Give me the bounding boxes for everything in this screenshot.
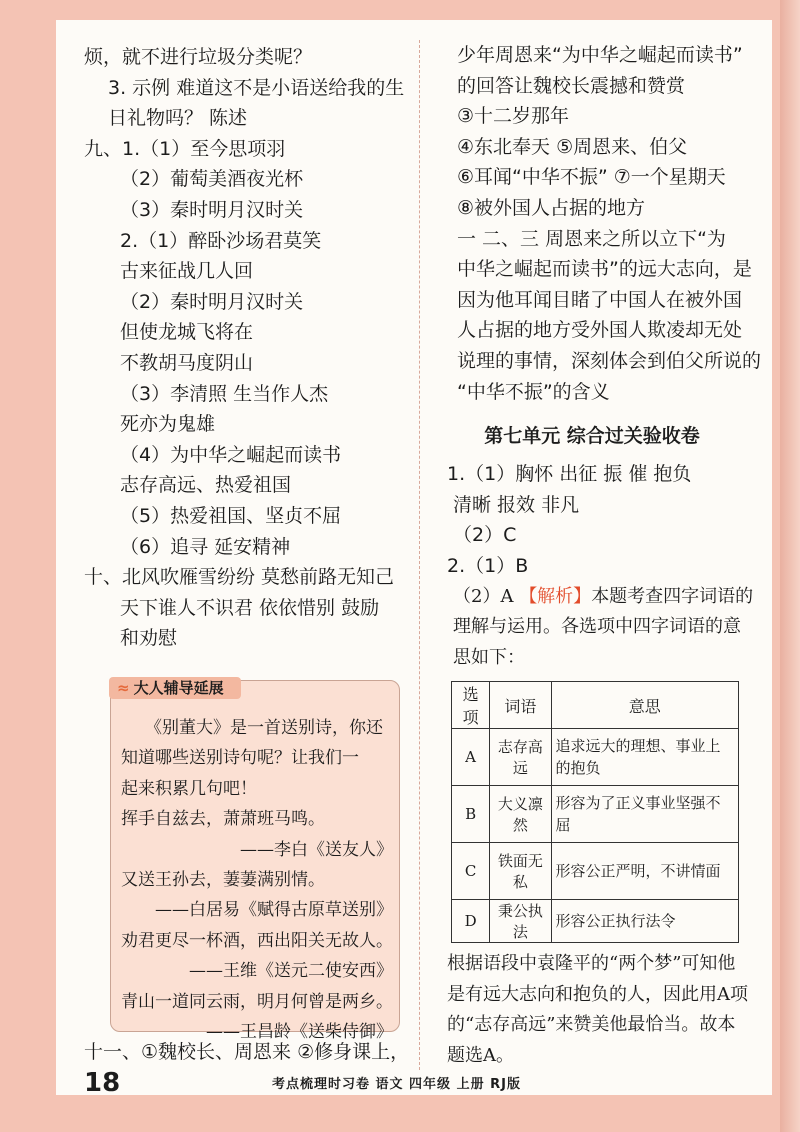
answer-line: 九、1.（1）至今思项羽	[84, 137, 286, 160]
analysis-line: 是有远大志向和抱负的人，因此用A项	[447, 983, 748, 1005]
answer-line: （6）追寻 延安精神	[120, 535, 291, 558]
analysis-line	[447, 582, 754, 613]
left-last-line-wrap	[84, 1037, 409, 1068]
answer-line: 死亦为鬼雄	[120, 413, 216, 436]
answer-line: 志存高远、热爱祖国	[120, 474, 292, 497]
answer-line: 天下谁人不识君 依依惜别 鼓励	[120, 596, 380, 619]
answer-line: 不教胡马度阴山	[120, 351, 254, 374]
poem-source: ——王维《送元二使安西》	[189, 961, 393, 982]
answer-line: “中华不振”的含义	[457, 380, 610, 403]
answer-line: ④东北奉天 ⑤周恩来、伯父	[457, 135, 688, 158]
page-edge	[780, 0, 800, 1132]
poem-source: ——王昌龄《送柴侍御》	[206, 1021, 393, 1042]
tip-line: 《别董大》是一首送别诗，你还	[145, 718, 383, 738]
waves-icon: ≈	[117, 679, 130, 697]
table-header: 选项	[452, 682, 490, 729]
answer-line: 和劝慰	[120, 627, 178, 650]
section-title: 第七单元 综合过关验收卷	[484, 425, 700, 448]
table-wrap	[451, 681, 747, 943]
table-row	[452, 786, 739, 843]
analysis-line: 思如下：	[453, 646, 525, 668]
table-header: 意思	[551, 682, 739, 729]
analysis-text: 本题考查四字词语的	[591, 585, 754, 607]
tip-line: 起来积累几句吧！	[121, 778, 257, 799]
answer-line: 一 二、三 周恩来之所以立下“为	[457, 227, 726, 250]
answer-line: ⑥耳闻“中华不振” ⑦一个星期天	[457, 166, 726, 189]
answer-line: （3）秦时明月汉时关	[120, 198, 304, 221]
table-cell: 形容公正严明，不讲情面	[551, 843, 739, 900]
answer-line: 3. 示例 难道这不是小语送给我的生	[108, 76, 405, 99]
page-number: 18	[84, 1068, 121, 1098]
answer-line: ③十二岁那年	[457, 105, 570, 128]
answer-line: 中华之崛起而读书”的远大志向，是	[457, 258, 752, 281]
table-cell: 志存高远	[490, 729, 551, 786]
analysis-tag: 【解析】	[519, 585, 592, 607]
answer-line: 1.（1）胸怀 出征 振 催 抱负	[447, 463, 692, 486]
footer-text: 考点梳理时习卷 语文 四年级 上册 RJ版	[272, 1077, 521, 1092]
answer-line: 人占据的地方受外国人欺凌却无处	[457, 319, 743, 342]
answer-line: （2）秦时明月汉时关	[120, 290, 304, 313]
page-footer	[84, 1068, 744, 1098]
answer-line: ⑧被外国人占据的地方	[457, 196, 646, 219]
answer-line: 2.（1）醉卧沙场君莫笑	[120, 229, 322, 252]
left-column	[84, 42, 409, 654]
answer-line: 的回答让魏校长震撼和赞赏	[457, 74, 686, 97]
poem-source: ——李白《送友人》	[240, 839, 393, 860]
answer-line: （3）李清照 生当作人杰	[120, 382, 329, 405]
table-cell: 形容公正执行法令	[551, 900, 739, 943]
analysis-line: 题选A。	[447, 1045, 514, 1067]
analysis-line: 根据语段中袁隆平的“两个梦”可知他	[447, 953, 736, 975]
tip-box	[110, 679, 400, 1042]
right-column	[447, 40, 762, 1072]
table-row	[452, 729, 739, 786]
tip-tag	[109, 677, 241, 699]
analysis-line: 的“志存高远”来赞美他最恰当。故本	[447, 1014, 736, 1036]
tip-tag-label: 大人辅导延展	[133, 679, 224, 697]
answer-line: 十、北风吹雁雪纷纷 莫愁前路无知己	[84, 566, 395, 589]
answer-line: （2）葡萄美酒夜光杯	[120, 168, 304, 191]
table-cell: 追求远大的理想、事业上的抱负	[551, 729, 739, 786]
answer-line: （2）C	[453, 524, 517, 547]
answer-choice: （2）A	[453, 585, 520, 607]
answer-line: 古来征战几人回	[120, 260, 254, 283]
answer-line: （4）为中华之崛起而读书	[120, 443, 342, 466]
answer-line: 说理的事情，深刻体会到伯父所说的	[457, 349, 762, 372]
poem-source: ——白居易《赋得古原草送别》	[155, 900, 393, 921]
answer-line: （5）热爱祖国、坚贞不屈	[120, 504, 342, 527]
analysis-line: 理解与运用。各选项中四字词语的意	[453, 616, 741, 638]
poem-line: 劝君更尽一杯酒，西出阳关无故人。	[121, 930, 393, 951]
table-header: 词语	[490, 682, 551, 729]
table-row	[452, 900, 739, 943]
answer-line: 清晰 报效 非凡	[453, 493, 580, 516]
table-header-row	[452, 682, 739, 729]
answer-line: 2.（1）B	[447, 554, 529, 577]
table-cell: 大义凛然	[490, 786, 551, 843]
answer-line: 因为他耳闻目睹了中国人在被外国	[457, 288, 743, 311]
meaning-table	[451, 681, 739, 943]
column-divider	[419, 40, 420, 1070]
table-row	[452, 843, 739, 900]
table-cell: A	[452, 729, 490, 786]
table-cell: 秉公执法	[490, 900, 551, 943]
poem-line: 又送王孙去，萋萋满别情。	[121, 869, 325, 890]
table-cell: C	[452, 843, 490, 900]
poem-line: 挥手自兹去，萧萧班马鸣。	[121, 809, 325, 830]
answer-line: 但使龙城飞将在	[120, 321, 254, 344]
tip-body	[121, 713, 399, 1047]
answer-line: 十一、①魏校长、周恩来 ②修身课上，	[84, 1041, 410, 1063]
table-cell: 形容为了正义事业坚强不屈	[551, 786, 739, 843]
table-cell: D	[452, 900, 490, 943]
tip-line: 知道哪些送别诗句呢？让我们一	[121, 748, 359, 769]
table-cell: 铁面无私	[490, 843, 551, 900]
answer-line: 烦，就不进行垃圾分类呢？	[84, 46, 313, 68]
table-cell: B	[452, 786, 490, 843]
answer-line: 日礼物吗？ 陈述	[108, 107, 248, 130]
answer-line: 少年周恩来“为中华之崛起而读书”	[457, 44, 743, 66]
poem-line: 青山一道同云雨，明月何曾是两乡。	[121, 991, 393, 1012]
